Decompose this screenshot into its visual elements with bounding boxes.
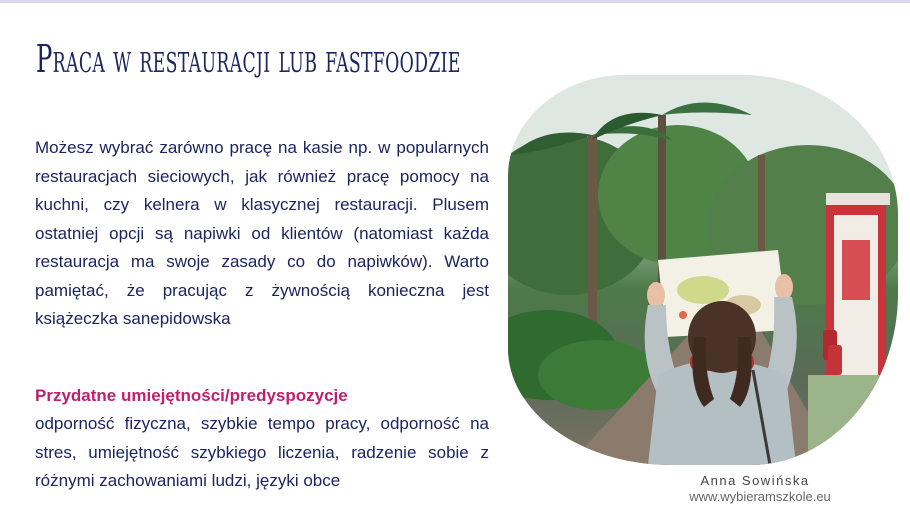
photo-woman-reading-map xyxy=(508,75,898,465)
top-divider xyxy=(0,0,910,3)
author-name: Anna Sowińska xyxy=(700,473,810,488)
skills-paragraph: odporność fizyczna, szybkie tempo pracy, odporność na stres, umiejętność szybkiego liczenia, radzenie sobie z różnymi zachowaniami ludzi, języki obce xyxy=(35,414,489,490)
body-paragraph: Możesz wybrać zarówno pracę na kasie np. w popularnych restauracjach sieciowych, jak również pracę pomocy na kuchni, czy kelnera w klasycznej restauracji. Plusem ostatniej opcji są napiwki od klientów (natomiast każda restauracja ma swoje zasady co do napiwków). Warto pamiętać, że pracując z żywnością konieczna jest książeczka sanepidowska xyxy=(35,138,489,328)
slide-title: Praca w restauracji lub fastfoodzie xyxy=(36,37,461,81)
website-link[interactable]: www.wybieramszkole.eu xyxy=(689,489,831,504)
skills-heading: Przydatne umiejętności/predyspozycje xyxy=(35,386,348,405)
